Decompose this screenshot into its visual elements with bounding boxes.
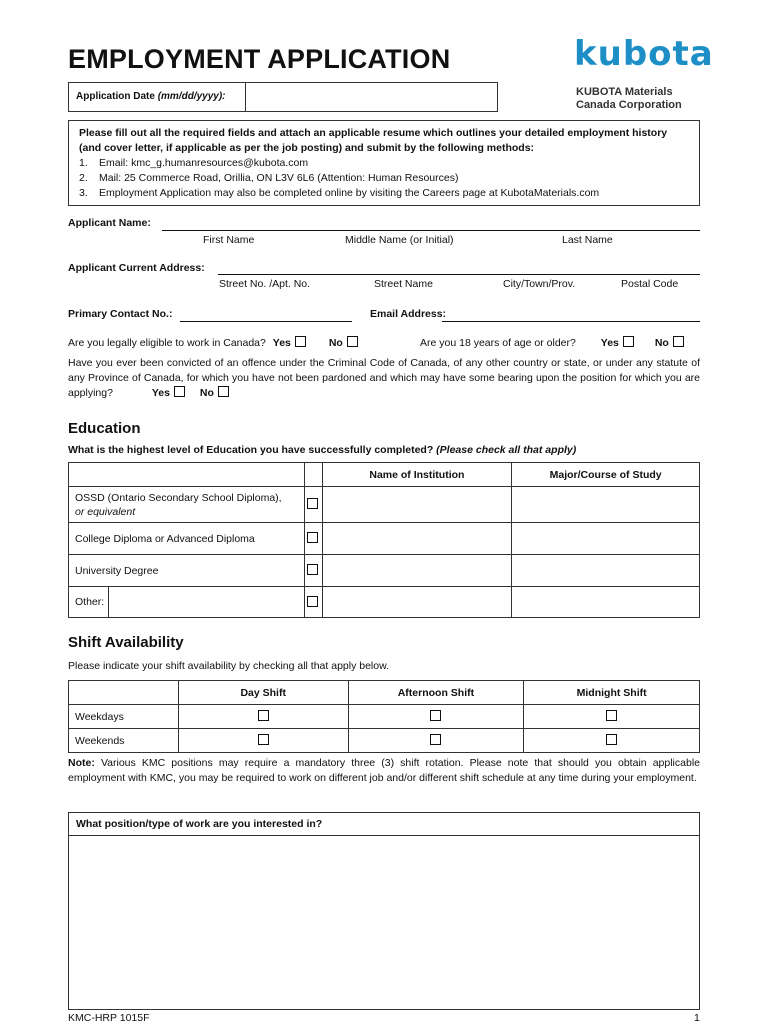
other-institution-cell[interactable] bbox=[322, 587, 512, 618]
education-heading: Education bbox=[68, 420, 141, 437]
ossd-check-cell bbox=[304, 487, 322, 523]
weekdays-midnight-checkbox[interactable] bbox=[606, 710, 617, 721]
city-caption: City/Town/Prov. bbox=[503, 278, 576, 290]
shift-header-blank bbox=[69, 681, 179, 705]
position-interest-box[interactable] bbox=[68, 812, 700, 1010]
instruction-item bbox=[79, 186, 691, 201]
primary-contact-label: Primary Contact No.: bbox=[68, 308, 173, 320]
other-major-cell[interactable] bbox=[512, 587, 700, 618]
ossd-label: OSSD (Ontario Secondary School Diploma), bbox=[75, 491, 282, 504]
legal-no-checkbox[interactable] bbox=[347, 336, 358, 347]
instruction-text: Mail: 25 Commerce Road, Orillia, ON L3V 6L6 (Attention: Human Resources) bbox=[99, 172, 459, 184]
email-label: Email Address: bbox=[370, 308, 447, 320]
education-row-university bbox=[69, 555, 700, 587]
applicant-name-field[interactable] bbox=[162, 230, 700, 231]
college-check-cell bbox=[304, 523, 322, 555]
college-checkbox[interactable] bbox=[307, 532, 318, 543]
university-major-cell[interactable] bbox=[512, 555, 700, 587]
education-table bbox=[68, 462, 700, 618]
instruction-number: 2. bbox=[79, 172, 88, 184]
midnight-shift-header: Midnight Shift bbox=[524, 681, 700, 705]
postal-code-caption: Postal Code bbox=[621, 278, 679, 290]
other-label-cell bbox=[69, 587, 305, 618]
weekdays-midnight-cell bbox=[524, 705, 700, 729]
ossd-checkbox[interactable] bbox=[307, 498, 318, 509]
shift-heading: Shift Availability bbox=[68, 634, 184, 651]
weekdays-afternoon-checkbox[interactable] bbox=[430, 710, 441, 721]
legal-question-text: Are you legally eligible to work in Canada? bbox=[68, 337, 266, 349]
shift-row-weekends bbox=[69, 729, 700, 753]
age-question-text: Are you 18 years of age or older? bbox=[420, 337, 576, 349]
ossd-major-cell[interactable] bbox=[512, 487, 700, 523]
instructions-intro: Please fill out all the required fields and attach an applicable resume which outlines your detailed employment history (and cover letter, if applicable as per the job posting) and submit by the following methods: bbox=[79, 127, 668, 154]
conviction-no-checkbox[interactable] bbox=[218, 386, 229, 397]
education-row-college bbox=[69, 523, 700, 555]
education-header-row bbox=[69, 463, 700, 487]
conviction-no-label: No bbox=[199, 387, 214, 399]
legal-yes-checkbox[interactable] bbox=[295, 336, 306, 347]
day-shift-header: Day Shift bbox=[178, 681, 348, 705]
age-yes-label: Yes bbox=[600, 337, 619, 349]
education-header-blank bbox=[69, 463, 305, 487]
university-check-cell bbox=[304, 555, 322, 587]
primary-contact-field[interactable] bbox=[180, 321, 352, 322]
kubota-logo: kubota bbox=[574, 34, 714, 74]
weekends-day-checkbox[interactable] bbox=[258, 734, 269, 745]
weekdays-label: Weekdays bbox=[69, 705, 179, 729]
instruction-item bbox=[79, 171, 691, 186]
application-date-label bbox=[68, 82, 246, 112]
instruction-item bbox=[79, 156, 691, 171]
instruction-number: 1. bbox=[79, 157, 88, 169]
first-name-caption: First Name bbox=[203, 234, 255, 246]
education-question bbox=[68, 444, 576, 456]
page-number: 1 bbox=[694, 1012, 700, 1024]
address-field[interactable] bbox=[218, 274, 700, 275]
shift-row-weekdays bbox=[69, 705, 700, 729]
date-label-text: Application Date bbox=[76, 91, 155, 102]
weekdays-day-checkbox[interactable] bbox=[258, 710, 269, 721]
instructions-list bbox=[79, 156, 691, 201]
conviction-yes-label: Yes bbox=[151, 387, 170, 399]
shift-note-text: Various KMC positions may require a mandatory three (3) shift rotation. Please note that should you obtain applicable employment with KMC, you may be required to work on different job and/or different shift schedule at any time during your employment. bbox=[68, 757, 700, 784]
instruction-number: 3. bbox=[79, 187, 88, 199]
college-label: College Diploma or Advanced Diploma bbox=[69, 523, 305, 555]
form-code: KMC-HRP 1015F bbox=[68, 1012, 150, 1024]
instructions-box bbox=[68, 120, 700, 206]
last-name-caption: Last Name bbox=[562, 234, 613, 246]
weekends-afternoon-cell bbox=[348, 729, 524, 753]
education-row-other bbox=[69, 587, 700, 618]
legal-no-label: No bbox=[328, 337, 343, 349]
university-checkbox[interactable] bbox=[307, 564, 318, 575]
logo-company-line2: Canada Corporation bbox=[576, 99, 682, 111]
age-question bbox=[420, 336, 684, 349]
weekends-midnight-cell bbox=[524, 729, 700, 753]
street-no-caption: Street No. /Apt. No. bbox=[219, 278, 311, 290]
instruction-text: Employment Application may also be completed online by visiting the Careers page at KubotaMaterials.com bbox=[99, 187, 600, 199]
shift-header-row bbox=[69, 681, 700, 705]
logo-company-line1: KUBOTA Materials bbox=[576, 86, 673, 98]
institution-header: Name of Institution bbox=[322, 463, 512, 487]
ossd-label-cell bbox=[69, 487, 305, 523]
other-check-cell bbox=[304, 587, 322, 618]
date-format-text: (mm/dd/yyyy): bbox=[157, 91, 226, 102]
middle-name-caption: Middle Name (or Initial) bbox=[345, 234, 454, 246]
position-interest-question: What position/type of work are you interested in? bbox=[68, 812, 700, 836]
age-no-checkbox[interactable] bbox=[673, 336, 684, 347]
applicant-name-label: Applicant Name: bbox=[68, 217, 151, 229]
education-question-note: (Please check all that apply) bbox=[436, 444, 577, 456]
afternoon-shift-header: Afternoon Shift bbox=[348, 681, 524, 705]
conviction-yes-checkbox[interactable] bbox=[174, 386, 185, 397]
college-institution-cell[interactable] bbox=[322, 523, 512, 555]
weekdays-day-cell bbox=[178, 705, 348, 729]
shift-note bbox=[68, 756, 700, 786]
education-header-check bbox=[304, 463, 322, 487]
page-title: EMPLOYMENT APPLICATION bbox=[68, 44, 451, 74]
education-row-ossd bbox=[69, 487, 700, 523]
shift-note-label: Note: bbox=[68, 757, 95, 769]
legal-eligibility-question bbox=[68, 336, 358, 349]
ossd-institution-cell[interactable] bbox=[322, 487, 512, 523]
street-name-caption: Street Name bbox=[374, 278, 433, 290]
instruction-text: Email: kmc_g.humanresources@kubota.com bbox=[99, 157, 309, 169]
weekends-day-cell bbox=[178, 729, 348, 753]
major-header: Major/Course of Study bbox=[512, 463, 700, 487]
college-major-cell[interactable] bbox=[512, 523, 700, 555]
weekdays-afternoon-cell bbox=[348, 705, 524, 729]
other-input[interactable] bbox=[109, 587, 304, 617]
age-no-label: No bbox=[654, 337, 669, 349]
other-checkbox[interactable] bbox=[307, 596, 318, 607]
weekends-midnight-checkbox[interactable] bbox=[606, 734, 617, 745]
email-field[interactable] bbox=[442, 321, 700, 322]
weekends-label: Weekends bbox=[69, 729, 179, 753]
weekends-afternoon-checkbox[interactable] bbox=[430, 734, 441, 745]
shift-instruction: Please indicate your shift availability by checking all that apply below. bbox=[68, 660, 390, 672]
address-label: Applicant Current Address: bbox=[68, 262, 205, 274]
conviction-question bbox=[68, 356, 700, 401]
ossd-sublabel: or equivalent bbox=[75, 505, 136, 518]
legal-yes-label: Yes bbox=[272, 337, 291, 349]
conviction-question-text: Have you ever been convicted of an offence under the Criminal Code of Canada, of any other country or state, or under any statute of any Province of Canada, for which you have not been pardoned and which may have some bearing upon the position for which you are applying? bbox=[68, 357, 700, 399]
age-yes-checkbox[interactable] bbox=[623, 336, 634, 347]
other-label: Other: bbox=[69, 587, 109, 617]
shift-table bbox=[68, 680, 700, 753]
university-institution-cell[interactable] bbox=[322, 555, 512, 587]
education-question-text: What is the highest level of Education you have successfully completed? bbox=[68, 444, 434, 456]
university-label: University Degree bbox=[69, 555, 305, 587]
